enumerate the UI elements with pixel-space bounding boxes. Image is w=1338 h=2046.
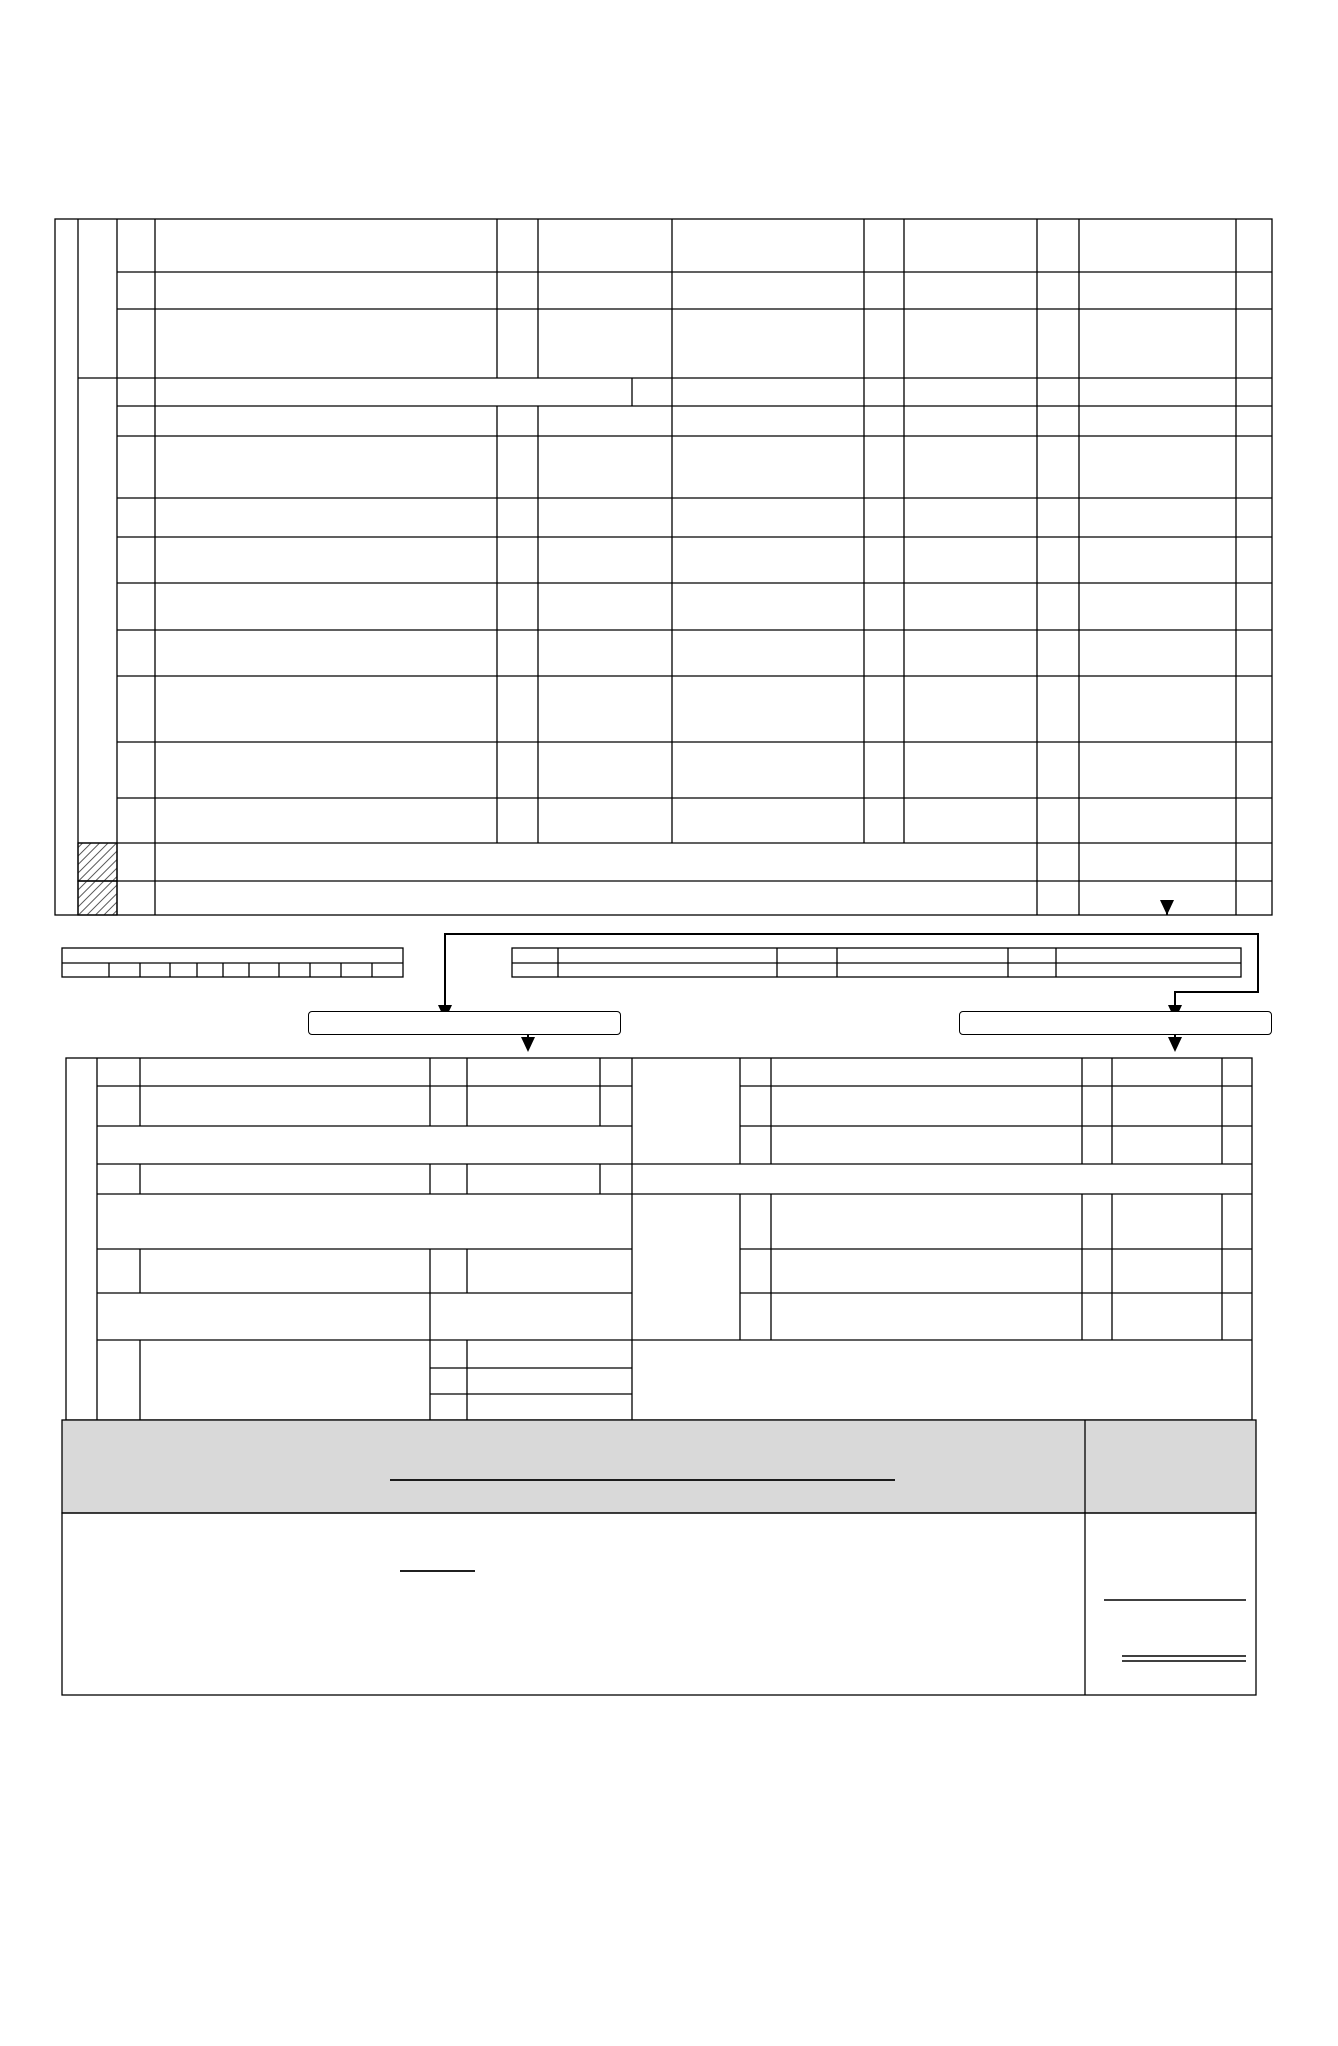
mid-strip-right <box>512 948 1241 977</box>
mid-strip-left <box>62 948 403 977</box>
label-box-left <box>308 1011 621 1035</box>
lower-table <box>66 1058 1252 1420</box>
upper-table <box>55 219 1272 915</box>
summary-box <box>62 1420 1256 1695</box>
label-box-right <box>959 1011 1272 1035</box>
